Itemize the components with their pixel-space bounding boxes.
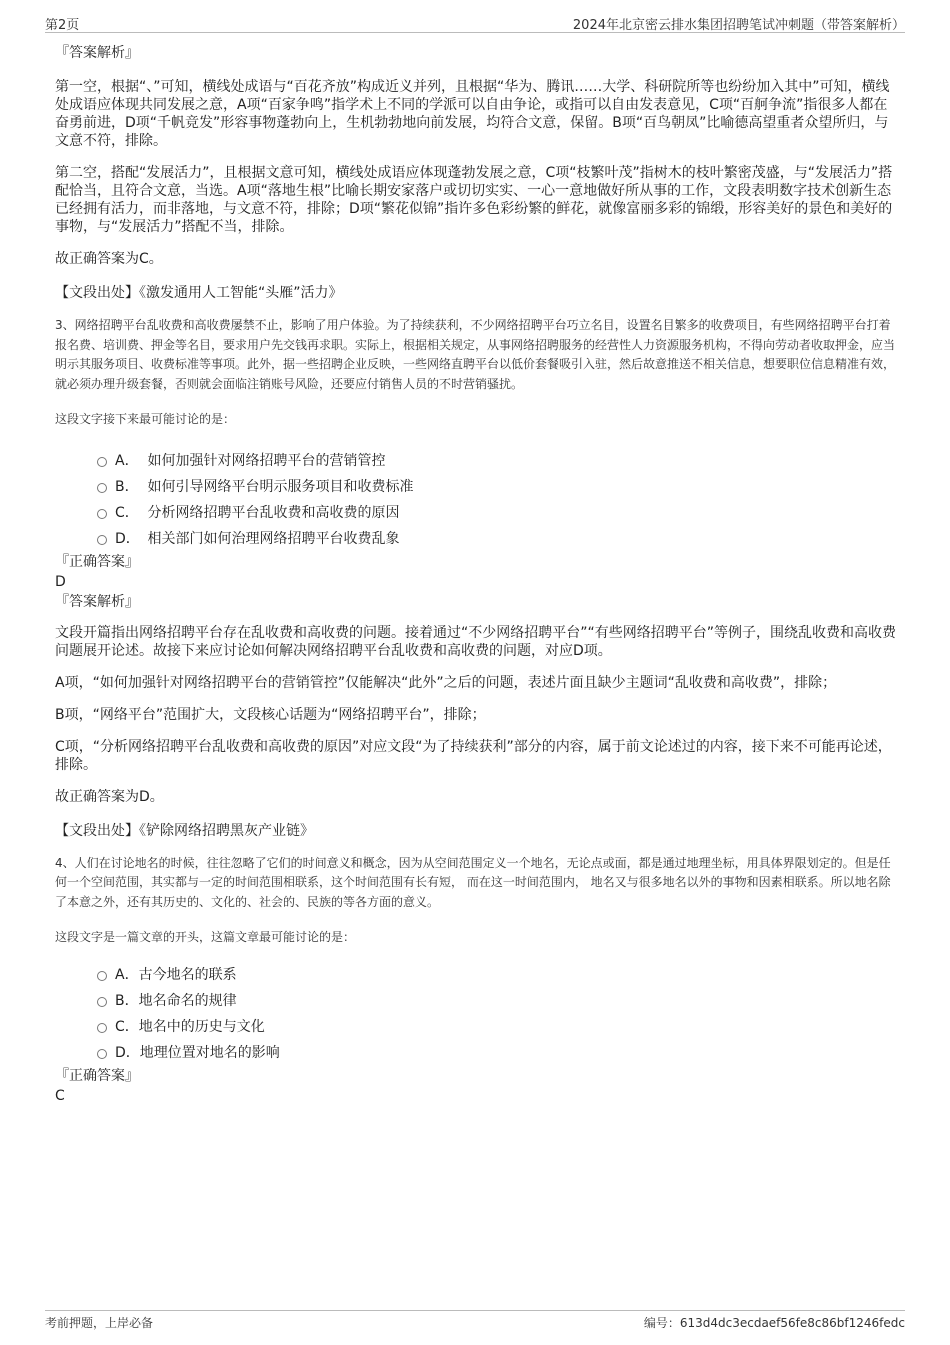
q3-option-b[interactable]: B． 如何引导网络平台明示服务项目和收费标准 [97, 474, 897, 500]
q3-conclusion: 故正确答案为D。 [55, 788, 164, 805]
q3-option-a[interactable]: A． 如何加强针对网络招聘平台的营销管控 [97, 448, 897, 474]
radio-button-icon[interactable] [97, 997, 107, 1007]
radio-button-icon[interactable] [97, 1023, 107, 1033]
radio-button-icon[interactable] [97, 971, 107, 981]
q4-correct-label: 『正确答案』 [55, 1067, 139, 1084]
q3-analysis-paragraph-4: C项，“分析网络招聘平台乱收费和高收费的原因”对应文段“为了持续获利”部分的内容，属于前文论述过的内容，接下来不可能再论述，排除。 [55, 738, 892, 773]
q3-options [55, 448, 897, 552]
radio-button-icon[interactable] [97, 483, 107, 493]
page-header [45, 12, 905, 33]
radio-button-icon[interactable] [97, 535, 107, 545]
q3-prompt: 这段文字接下来最可能讨论的是： [55, 412, 236, 426]
page-footer [45, 1310, 905, 1333]
document-body [55, 42, 897, 1106]
footer-slogan: 考前押题，上岸必备 [45, 1316, 154, 1330]
q3-correct-label: 『正确答案』 [55, 553, 139, 570]
q4-option-c[interactable]: C．地名中的历史与文化 [97, 1014, 897, 1040]
q4-option-d[interactable]: D．地理位置对地名的影响 [97, 1040, 897, 1066]
q4-correct-answer: C [55, 1087, 65, 1104]
q3-source: 【文段出处】《铲除网络招聘黑灰产业链》 [55, 822, 314, 839]
q3-option-d[interactable]: D． 相关部门如何治理网络招聘平台收费乱象 [97, 526, 897, 552]
q2-analysis-paragraph-1: 第一空，根据“、”可知，横线处成语与“百花齐放”构成近义并列，且根据“华为、腾讯……大学、科研院所等也纷纷加入其中”可知，横线处成语应体现共同发展之意，A项“百家争鸣”指学术上不同的学派可以自由争论，或指可以自由发表意见，C项“百舸争流”指很多人都在奋勇前进，D项“千帆竞发”形容事物蓬勃向上，生机勃勃地向前发展，均符合文意，保留。B项“百鸟朝凤”比喻德高望重者众望所归，与文意不符，排除。 [55, 79, 890, 149]
q2-analysis-label: 『答案解析』 [55, 45, 139, 61]
q3-option-c[interactable]: C． 分析网络招聘平台乱收费和高收费的原因 [97, 500, 897, 526]
q2-source: 【文段出处】《激发通用人工智能“头雁”活力》 [55, 285, 343, 301]
q4-option-a[interactable]: A．古今地名的联系 [97, 962, 897, 988]
document-title: 2024年北京密云排水集团招聘笔试冲刺题（带答案解析） [572, 18, 905, 33]
radio-button-icon[interactable] [97, 509, 107, 519]
q3-analysis-paragraph-1: 文段开篇指出网络招聘平台存在乱收费和高收费的问题。接着通过“不少网络招聘平台”“有些网络招聘平台”等例子，围绕乱收费和高收费问题展开论述。故接下来应讨论如何解决网络招聘平台乱收费和高收费的问题，对应D项。 [55, 624, 897, 659]
q3-analysis-paragraph-2: A项，“如何加强针对网络招聘平台的营销管控”仅能解决“此外”之后的问题，表述片面且缺少主题词“乱收费和高收费”，排除； [55, 674, 837, 691]
q4-option-b[interactable]: B．地名命名的规律 [97, 988, 897, 1014]
q3-analysis-label: 『答案解析』 [55, 593, 139, 610]
q4-options [55, 962, 897, 1066]
q2-analysis-paragraph-2: 第二空，搭配“发展活力”，且根据文意可知，横线处成语应体现蓬勃发展之意，C项“枝繁叶茂”指树木的枝叶繁密茂盛，与“发展活力”搭配恰当，且符合文意，当选。A项“落地生根”比喻长期安家落户或切切实实、一心一意地做好所从事的工作，文段表明数字技术创新生态已经拥有活力，而非落地，与文意不符，排除；D项“繁花似锦”指许多色彩纷繁的鲜花，就像富丽多彩的锦缎，形容美好的景色和美好的事物，与“发展活力”搭配不当，排除。 [55, 165, 893, 235]
document-id: 编号：613d4dc3ecdaef56fe8c86bf1246fedc [643, 1316, 905, 1330]
q4-prompt: 这段文字是一篇文章的开头，这篇文章最可能讨论的是： [55, 930, 356, 944]
q2-conclusion: 故正确答案为C。 [55, 251, 163, 267]
radio-button-icon[interactable] [97, 457, 107, 467]
q3-stem: 3、网络招聘平台乱收费和高收费屡禁不止，影响了用户体验。为了持续获利，不少网络招聘平台巧立名目，设置名目繁多的收费项目，有些网络招聘平台打着报名费、培训费、押金等名目，要求用户先交钱再求职。实际上，根据相关规定，从事网络招聘服务的经营性人力资源服务机构，不得向劳动者收取押金，应当明示其服务项目、收费标准等事项。此外，据一些招聘企业反映，一些网络直聘平台以低价套餐吸引入驻，然后故意推送不相关信息，想要职位信息精准有效，就必须办理升级套餐，否则就会面临注销账号风险，还要应付销售人员的不时营销骚扰。 [55, 318, 896, 391]
radio-button-icon[interactable] [97, 1049, 107, 1059]
q3-correct-answer: D [55, 573, 66, 590]
page-number: 第2页 [45, 18, 80, 33]
q4-stem: 4、人们在讨论地名的时候，往往忽略了它们的时间意义和概念，因为从空间范围定义一个地名，无论点或面，都是通过地理坐标，用具体界限划定的。但是任何一个空间范围，其实都与一定的时间范围相联系，这个时间范围有长有短， 而在这一时间范围内， 地名又与很多地名以外的事物和因素相联系。所以地名除了本意之外，还有其历史的、文化的、社会的、民族的等各方面的意义。 [55, 855, 891, 909]
q3-analysis-paragraph-3: B项，“网络平台”范围扩大，文段核心话题为“网络招聘平台”，排除； [55, 706, 486, 723]
